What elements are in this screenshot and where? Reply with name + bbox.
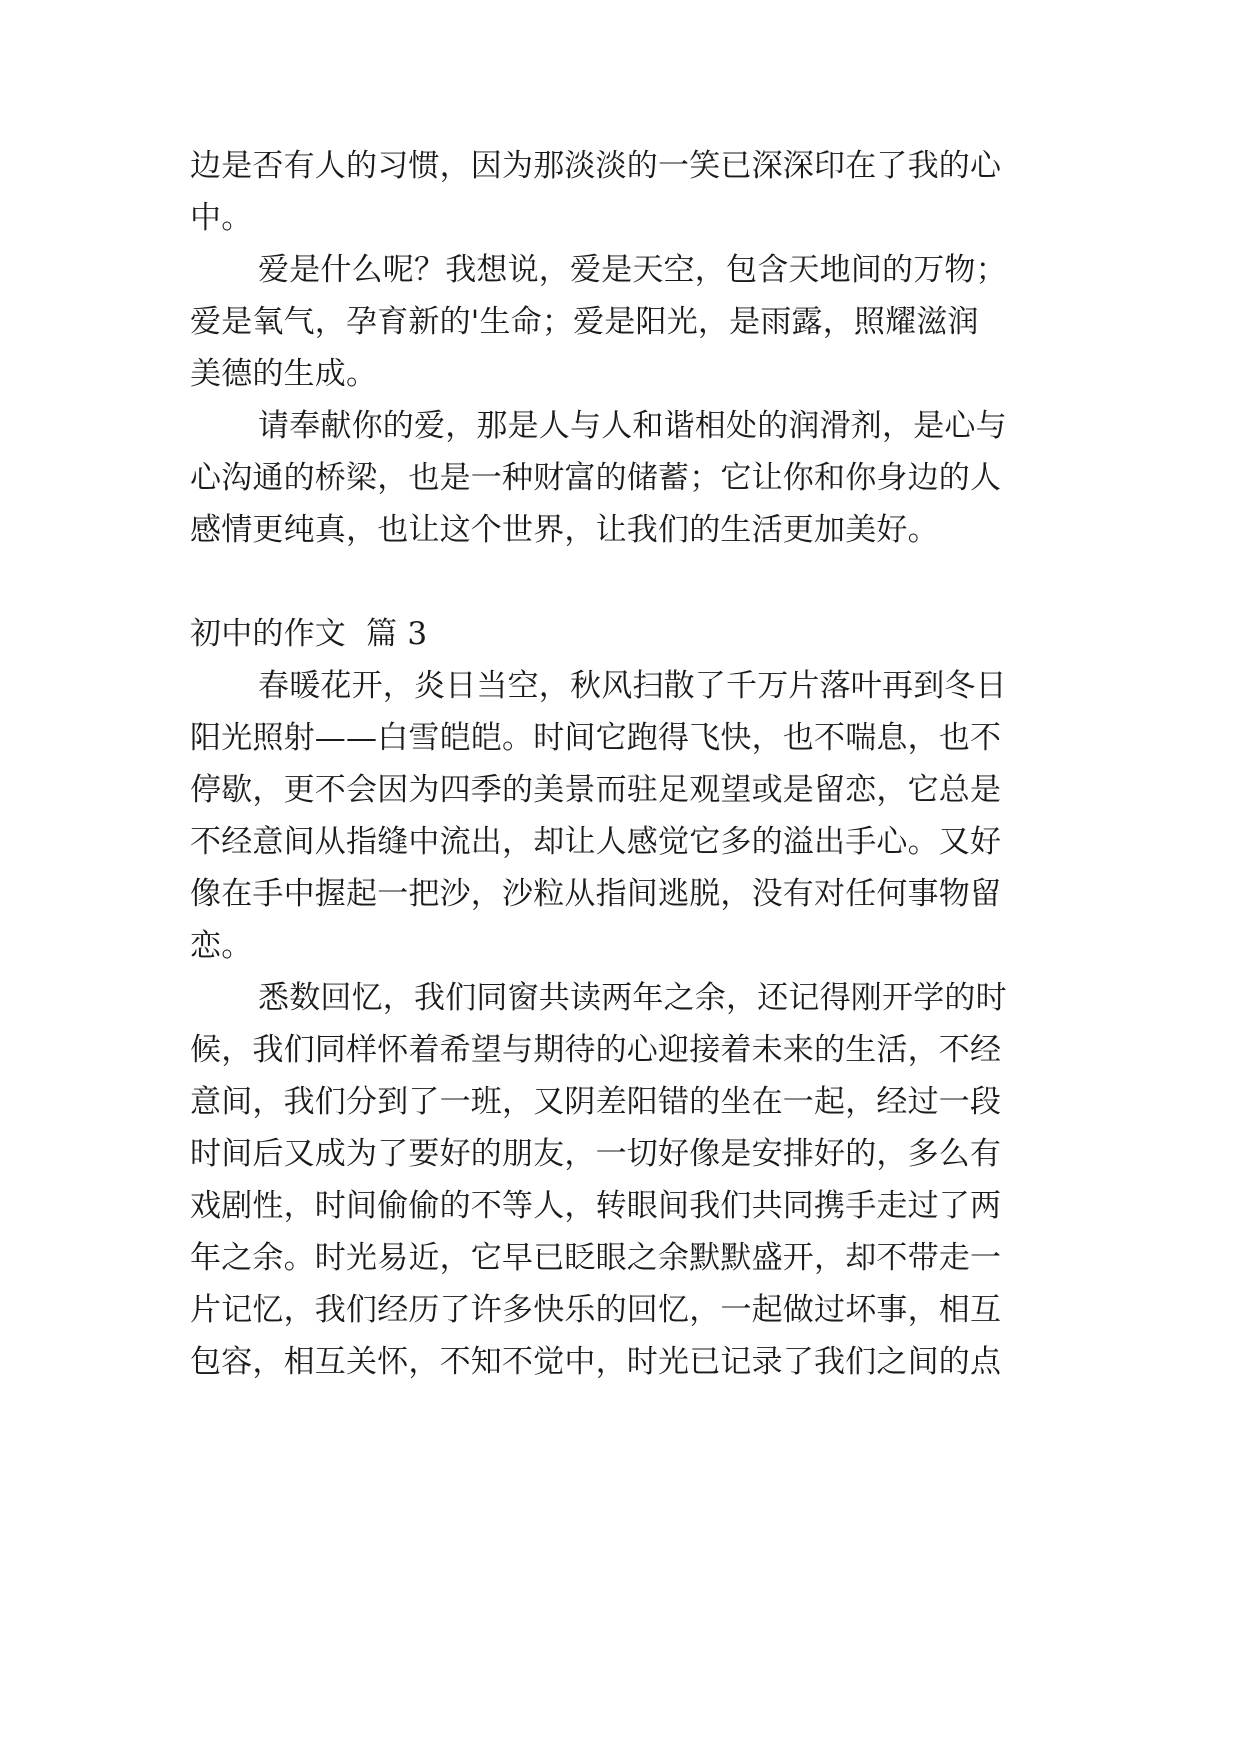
paragraph-line: 中。 (190, 200, 253, 236)
paragraph-line: 时间后又成为了要好的朋友，一切好像是安排好的，多么有 (190, 1136, 1002, 1172)
paragraph-line: 感情更纯真，也让这个世界，让我们的生活更加美好。 (190, 512, 939, 548)
paragraph-line: 候，我们同样怀着希望与期待的心迎接着未来的生活，不经 (190, 1032, 1002, 1068)
paragraph-line: 心沟通的桥梁，也是一种财富的储蓄；它让你和你身边的人 (190, 460, 1002, 496)
paragraph-line: 美德的生成。 (190, 356, 378, 392)
paragraph-line: 春暖花开，炎日当空，秋风扫散了千万片落叶再到冬日 (258, 668, 1007, 704)
paragraph-line: 爱是什么呢？我想说，爱是天空，包含天地间的万物； (258, 252, 1007, 288)
paragraph-line: 悉数回忆，我们同窗共读两年之余，还记得刚开学的时 (258, 980, 1007, 1016)
paragraph-line: 包容，相互关怀，不知不觉中，时光已记录了我们之间的点 (190, 1344, 1002, 1380)
paragraph-line: 年之余。时光易近，它早已眨眼之余默默盛开，却不带走一 (190, 1240, 1002, 1276)
paragraph-line: 意间，我们分到了一班，又阴差阳错的坐在一起，经过一段 (190, 1084, 1002, 1120)
paragraph-line: 恋。 (190, 928, 253, 964)
paragraph-line: 戏剧性，时间偷偷的不等人，转眼间我们共同携手走过了两 (190, 1188, 1002, 1224)
section-heading: 初中的作文 篇 3 (190, 616, 428, 652)
paragraph-line: 不经意间从指缝中流出，却让人感觉它多的溢出手心。又好 (190, 824, 1002, 860)
paragraph-line: 边是否有人的习惯，因为那淡淡的一笑已深深印在了我的心 (190, 148, 1002, 184)
paragraph-line: 停歇，更不会因为四季的美景而驻足观望或是留恋，它总是 (190, 772, 1002, 808)
paragraph-line: 像在手中握起一把沙，沙粒从指间逃脱，没有对任何事物留 (190, 876, 1002, 912)
paragraph-line: 请奉献你的爱，那是人与人和谐相处的润滑剂，是心与 (258, 408, 1007, 444)
paragraph-line: 爱是氧气，孕育新的'生命；爱是阳光，是雨露，照耀滋润 (190, 304, 979, 340)
paragraph-line: 片记忆，我们经历了许多快乐的回忆，一起做过坏事，相互 (190, 1292, 1002, 1328)
paragraph-line: 阳光照射——白雪皑皑。时间它跑得飞快，也不喘息，也不 (190, 720, 1002, 756)
